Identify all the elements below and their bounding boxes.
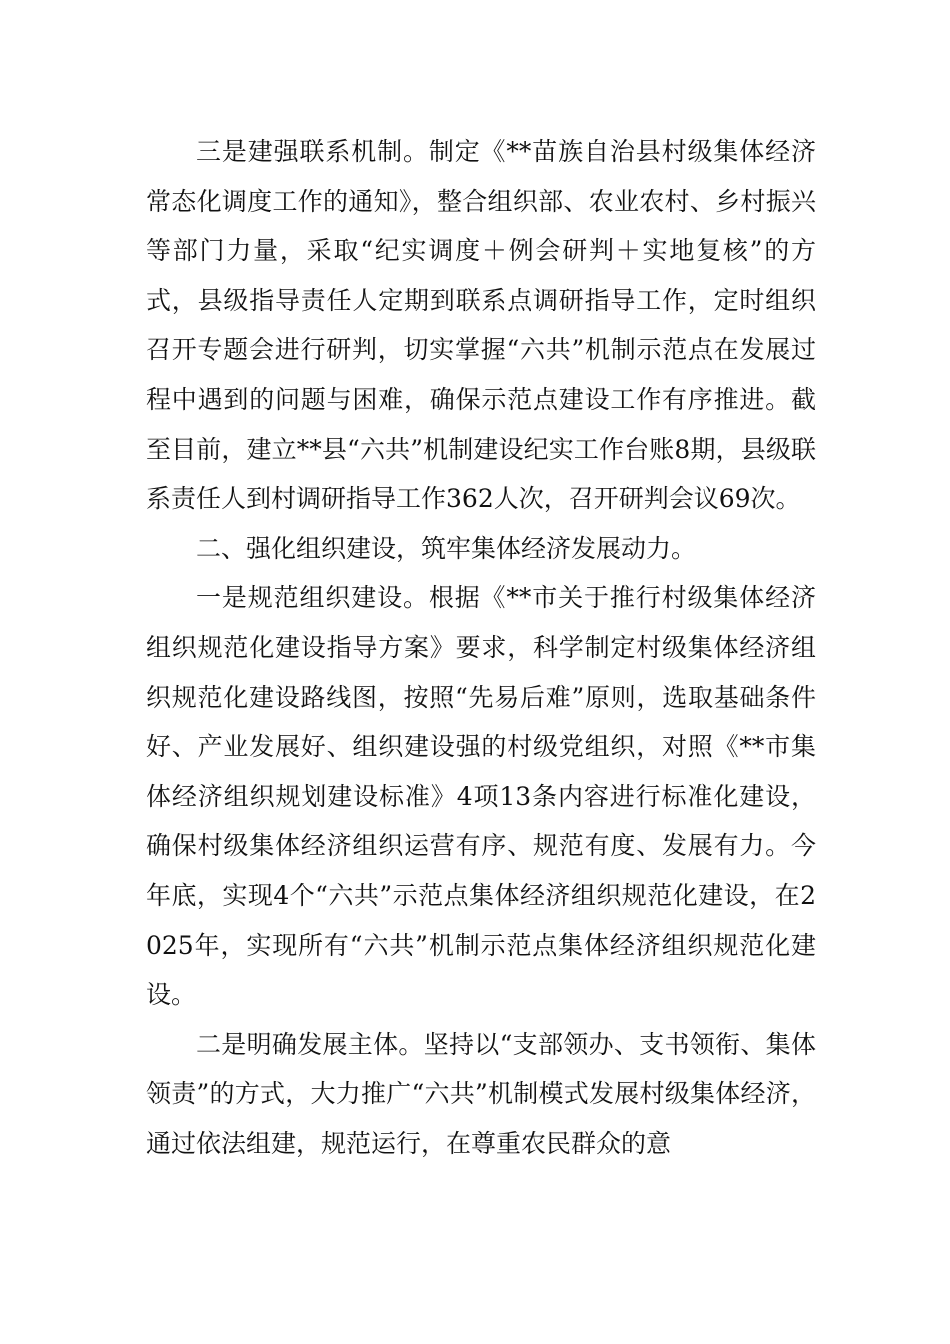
section-heading-organization: 二、强化组织建设，筑牢集体经济发展动力。 <box>196 533 697 563</box>
paragraph-standardize-organization: 一是规范组织建设。根据《**市关于推行村级集体经济组织规范化建设指导方案》要求，科学制定村级集体经济组织规范化建设路线图，按照“先易后难”原则，选取基础条件好、产业发展好、组织建设强的村级党组织，对照《**市集体经济组织规划建设标准》4项13条内容进行标准化建设，确保村级集体经济组织运营有序、规范有度、发展有力。今年底，实现4个“六共”示范点集体经济组织规范化建设，在2025年，实现所有“六共”机制示范点集体经济组织规范化建设。 <box>146 583 816 1010</box>
document-body <box>146 127 816 1168</box>
paragraph-liaison-mechanism: 三是建强联系机制。制定《**苗族自治县村级集体经济常态化调度工作的通知》，整合组织部、农业农村、乡村振兴等部门力量，采取“纪实调度＋例会研判＋实地复核”的方式，县级指导责任人定期到联系点调研指导工作，定时组织召开专题会进行研判，切实掌握“六共”机制示范点在发展过程中遇到的问题与困难，确保示范点建设工作有序推进。截至目前，建立**县“六共”机制建设纪实工作台账8期，县级联系责任人到村调研指导工作362人次，召开研判会议69次。 <box>146 137 816 514</box>
paragraph-development-entity: 二是明确发展主体。坚持以“支部领办、支书领衔、集体领责”的方式，大力推广“六共”机制模式发展村级集体经济，通过依法组建，规范运行，在尊重农民群众的意 <box>146 1029 816 1158</box>
